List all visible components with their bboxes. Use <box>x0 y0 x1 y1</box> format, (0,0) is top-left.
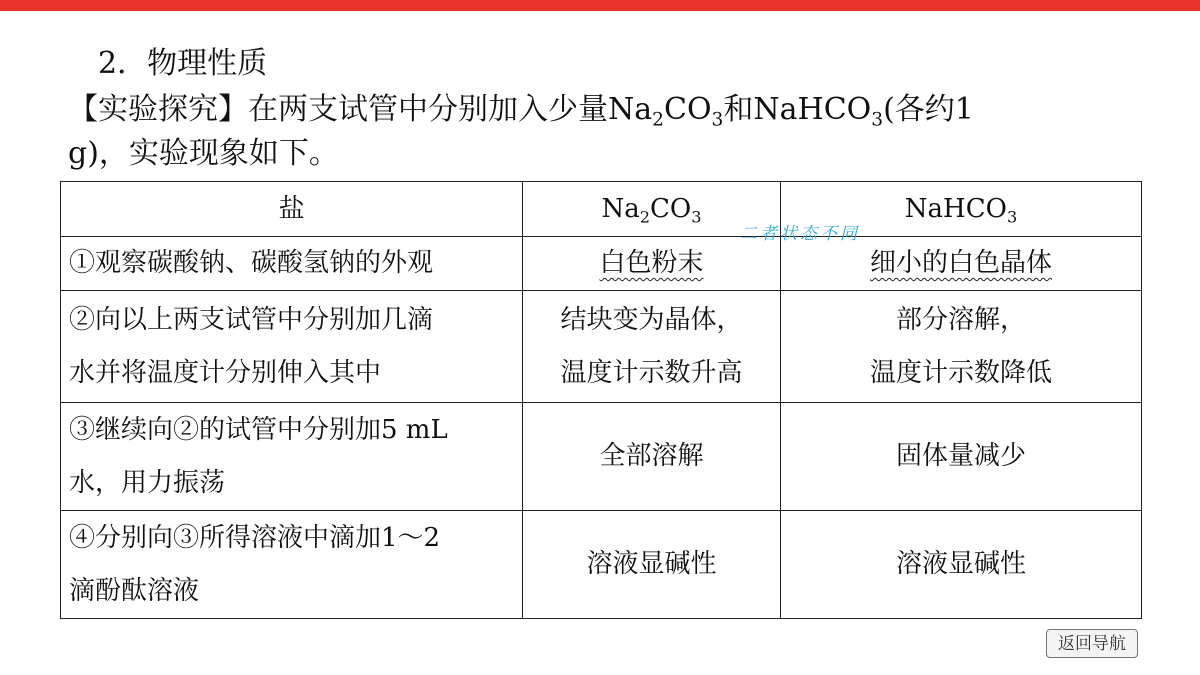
formula-text: CO <box>650 193 692 224</box>
table-row <box>61 237 1142 291</box>
na2co3-result <box>523 291 781 403</box>
intro-sub: 3 <box>871 109 884 131</box>
table-row <box>61 511 1142 619</box>
nahco3-result <box>781 291 1142 403</box>
table-row <box>61 403 1142 511</box>
formula-text: Na <box>601 193 640 224</box>
na2co3-result: 溶液显碱性 <box>523 511 781 619</box>
section-heading: 2．物理性质 <box>98 46 268 81</box>
header-salt: 盐 <box>61 182 523 237</box>
intro-sub: 3 <box>711 109 724 131</box>
step-cell <box>61 511 523 619</box>
back-to-navigation-button[interactable]: 返回导航 <box>1046 629 1138 658</box>
step-cell <box>61 403 523 511</box>
formula-text: NaHCO <box>904 193 1007 224</box>
nahco3-result: 溶液显碱性 <box>781 511 1142 619</box>
step-line: 水，用力振荡 <box>69 467 226 498</box>
intro-line-2: g)，实验现象如下。 <box>68 136 339 171</box>
intro-text-prefix: 【实验探究】在两支试管中分别加入少量Na <box>68 92 653 127</box>
nahco3-result-text: 细小的白色晶体 <box>869 248 1052 278</box>
formula-sub: 3 <box>691 207 702 227</box>
step-line: 滴酚酞溶液 <box>69 575 200 606</box>
step-line: ③继续向②的试管中分别加5 mL <box>69 414 448 445</box>
step-line: 水并将温度计分别伸入其中 <box>69 357 382 388</box>
step-cell: ①观察碳酸钠、碳酸氢钠的外观 <box>61 237 523 291</box>
result-line: 结块变为晶体， <box>560 304 743 335</box>
table-row <box>61 291 1142 403</box>
step-cell <box>61 291 523 403</box>
formula-sub: 2 <box>639 207 651 227</box>
result-line: 部分溶解， <box>895 304 1026 335</box>
na2co3-result <box>523 237 781 291</box>
na2co3-result-text: 白色粉末 <box>599 248 704 278</box>
result-line: 温度计示数升高 <box>560 357 743 388</box>
result-line: 温度计示数降低 <box>869 357 1052 388</box>
formula-sub: 3 <box>1006 207 1018 227</box>
nahco3-result <box>781 237 1142 291</box>
intro-text: CO <box>663 92 712 127</box>
handwritten-annotation: 二者状态不同 <box>740 224 860 244</box>
experiment-table <box>60 181 1142 619</box>
intro-text: (各约1 <box>883 92 974 127</box>
top-accent-bar <box>0 0 1200 11</box>
step-line: ④分别向③所得溶液中滴加1～2 <box>69 522 441 553</box>
table-header-row <box>61 182 1142 237</box>
nahco3-result: 固体量减少 <box>781 403 1142 511</box>
intro-paragraph <box>68 88 1128 176</box>
step-line: ②向以上两支试管中分别加几滴 <box>69 304 434 335</box>
intro-text: 和NaHCO <box>723 92 872 127</box>
na2co3-result: 全部溶解 <box>523 403 781 511</box>
intro-sub: 2 <box>652 109 664 131</box>
